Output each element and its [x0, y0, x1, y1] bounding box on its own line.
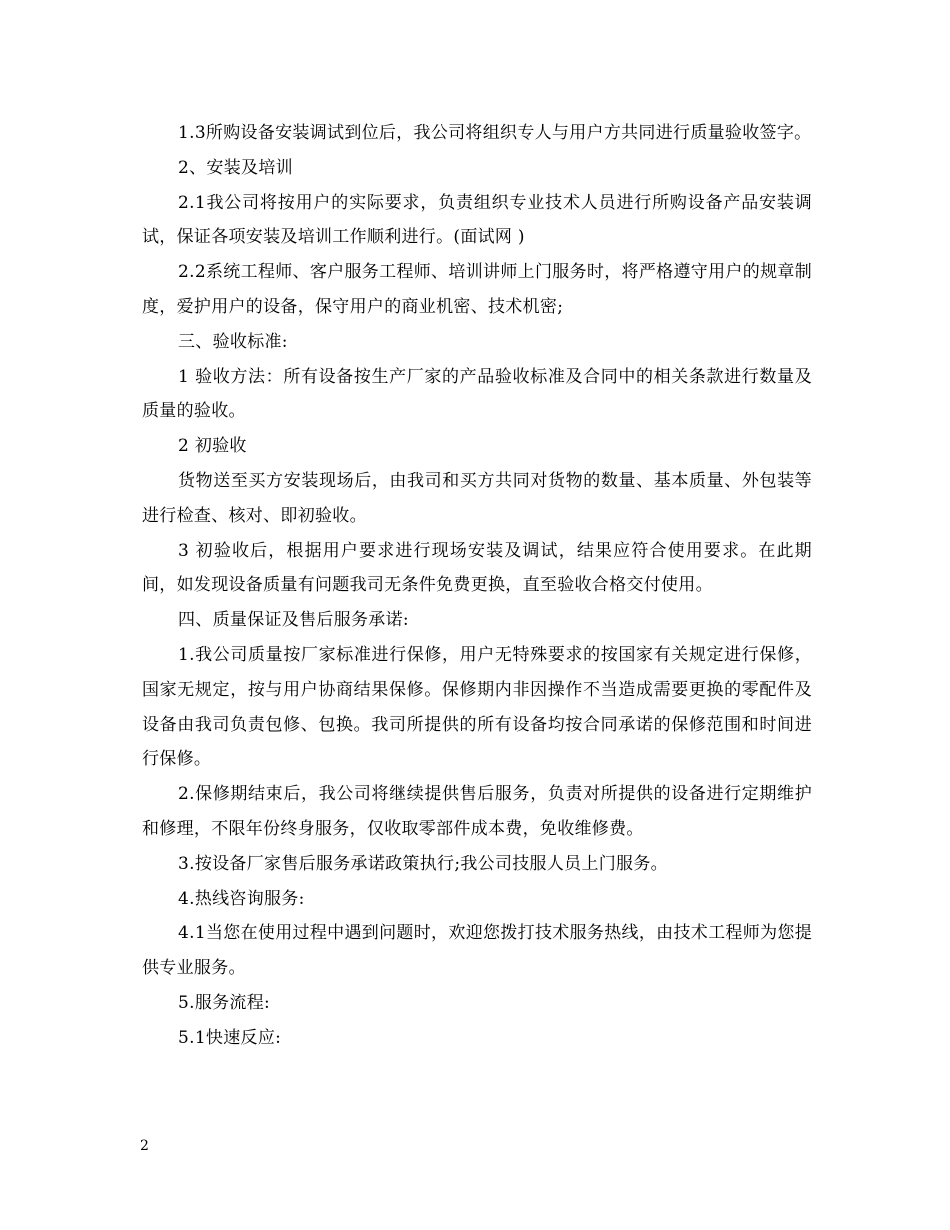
paragraph-manufacturer-policy: 3.按设备厂家售后服务承诺政策执行;我公司技服人员上门服务。	[178, 853, 668, 874]
heading-quick-response: 5.1快速反应:	[178, 1027, 282, 1048]
heading-initial-acceptance: 2 初验收	[178, 436, 247, 457]
paragraph-acceptance-signing: 1.3所购设备安装调试到位后，我公司将组织专人与用户方共同进行质量验收签字。	[178, 123, 812, 143]
heading-hotline-service: 4.热线咨询服务:	[178, 888, 305, 909]
paragraph-post-acceptance-installation: 3 初验收后，根据用户要求进行现场安装及调试，结果应符合使用要求。在此期间，如发现设备质量有问题我司无条件免费更换，直至验收合格交付使用。	[142, 540, 812, 596]
paragraph-onsite-service-rules: 2.2系统工程师、客户服务工程师、培训讲师上门服务时，将严格遵守用户的规章制度，爱护用户的设备，保守用户的商业机密、技术机密;	[142, 262, 812, 317]
page-number: 2	[140, 1138, 149, 1154]
paragraph-warranty-terms: 1.我公司质量按厂家标准进行保修，用户无特殊要求的按国家有关规定进行保修，国家无规定，按与用户协商结果保修。保修期内非因操作不当造成需要更换的零配件及设备由我司负责包修、包换。我司所提供的所有设备均按合同承诺的保修范围和时间进行保修。	[142, 644, 812, 770]
heading-acceptance-standards: 三、验收标准:	[178, 331, 288, 352]
paragraph-post-warranty-service: 2.保修期结束后，我公司将继续提供售后服务，负责对所提供的设备进行定期维护和修理，不限年份终身服务，仅收取零部件成本费，免收维修费。	[142, 784, 812, 839]
paragraph-goods-delivery-check: 货物送至买方安装现场后，由我司和买方共同对货物的数量、基本质量、外包装等进行检查、核对、即初验收。	[142, 470, 812, 526]
heading-quality-guarantee: 四、质量保证及售后服务承诺:	[178, 610, 409, 631]
heading-service-process: 5.服务流程:	[178, 992, 271, 1013]
paragraph-hotline-details: 4.1当您在使用过程中遇到问题时，欢迎您拨打技术服务热线，由技术工程师为您提供专业服务。	[142, 923, 812, 979]
heading-installation-training: 2、安装及培训	[178, 157, 293, 178]
paragraph-acceptance-method: 1 验收方法：所有设备按生产厂家的产品验收标准及合同中的相关条款进行数量及质量的验收。	[142, 366, 812, 422]
document-body	[142, 116, 812, 1056]
paragraph-installation-debugging: 2.1我公司将按用户的实际要求，负责组织专业技术人员进行所购设备产品安装调试，保证各项安装及培训工作顺利进行。(面试网 )	[142, 192, 812, 248]
